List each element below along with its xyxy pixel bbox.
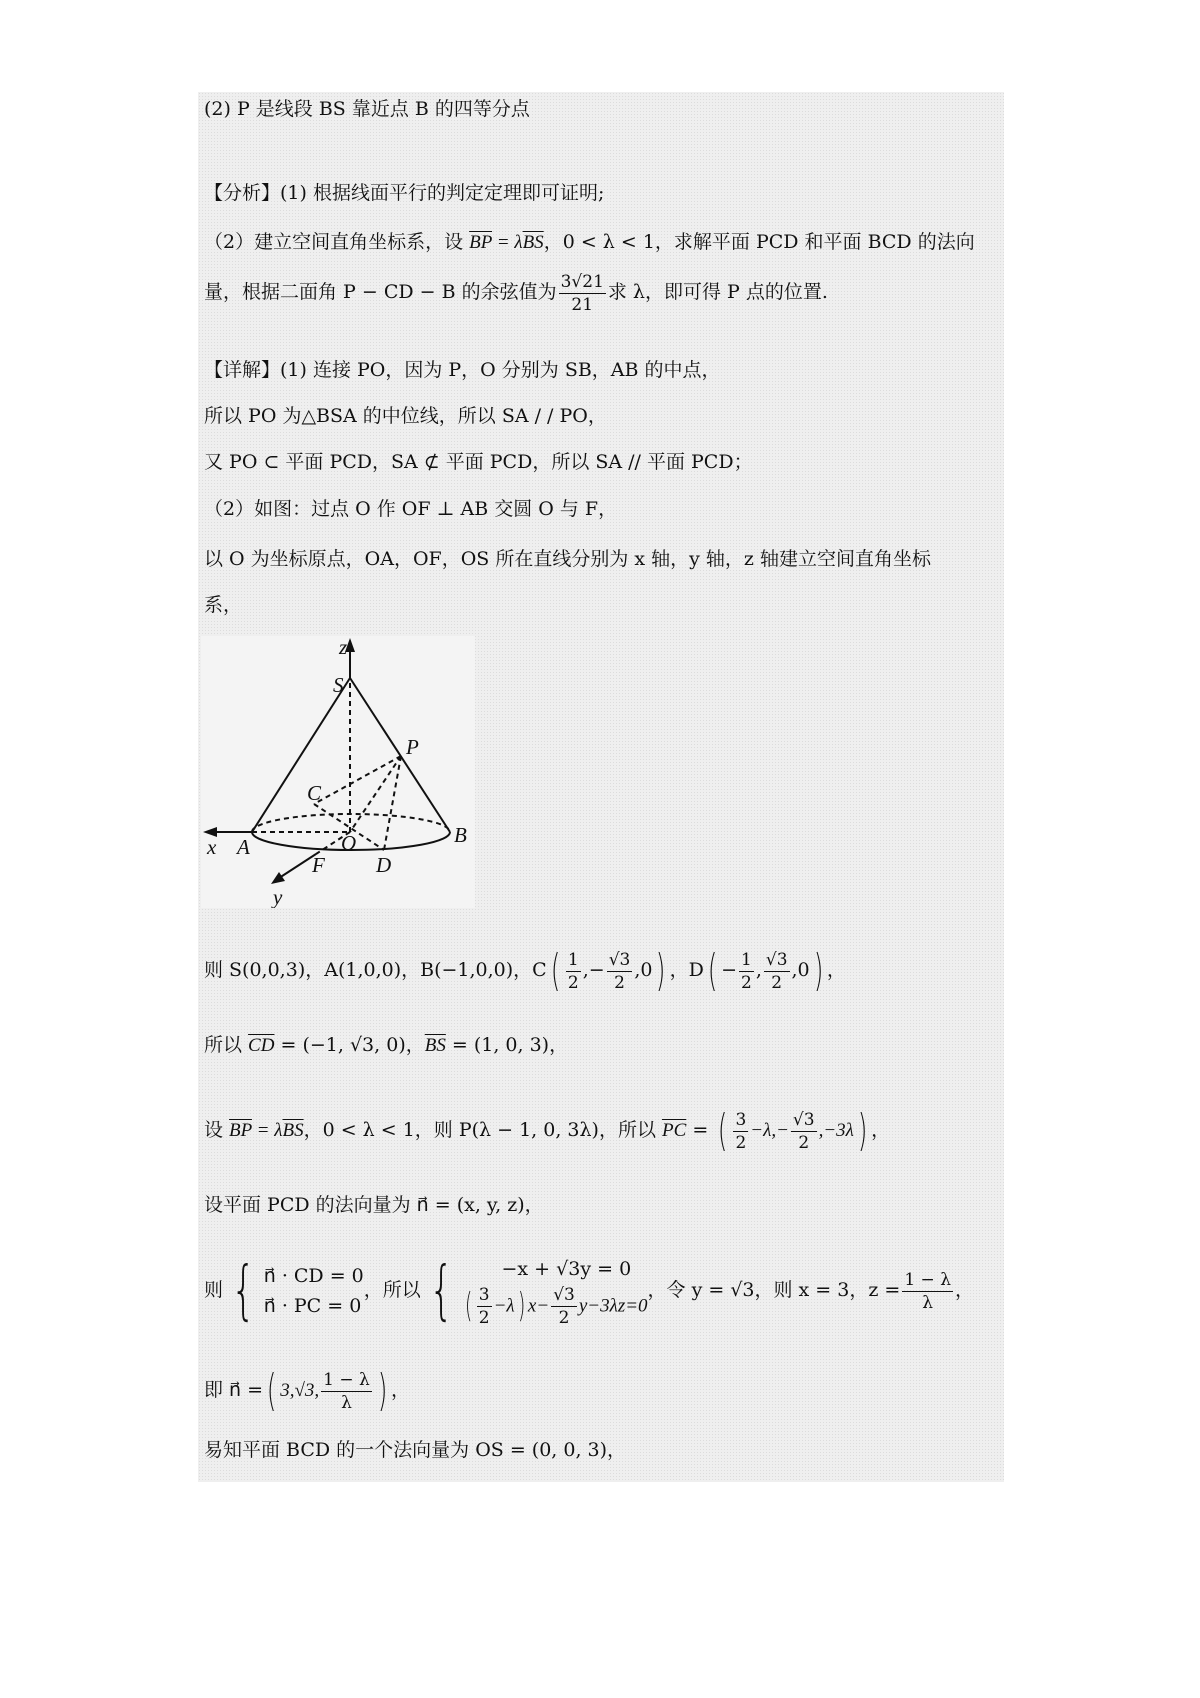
vector-bp: $\overline{BP}$ xyxy=(229,1120,252,1141)
text-span: 求 λ，即可得 P 点的位置. xyxy=(607,281,828,303)
fraction-cosine xyxy=(559,271,606,316)
equation: n⃗ · CD = 0 xyxy=(263,1265,364,1287)
text-line-detail-3: 又 PO ⊂ 平面 PCD，SA ⊄ 平面 PCD，所以 SA // 平面 PCD； xyxy=(204,451,753,473)
denominator: 2 xyxy=(567,972,579,993)
cone-diagram-svg xyxy=(201,636,475,908)
paren: ( xyxy=(707,945,718,996)
fraction xyxy=(551,1284,577,1329)
text-span: ，所以 xyxy=(363,1279,421,1301)
text-line-normal-def: 设平面 PCD 的法向量为 n⃗ = (x, y, z)， xyxy=(204,1194,544,1216)
label-c: C xyxy=(307,781,322,805)
vector-bp: $\overline{BP}$ xyxy=(469,232,493,253)
text-span: （2）建立空间直角坐标系，设 xyxy=(204,231,470,253)
label-a: A xyxy=(237,835,250,859)
brace: { xyxy=(428,1254,454,1328)
text-span: ，0 < λ < 1，则 P(λ − 1, 0, 3λ)，所以 xyxy=(303,1119,663,1141)
paren: ) xyxy=(517,1286,525,1326)
numerator: 3 xyxy=(478,1284,490,1305)
paren: ( xyxy=(718,1105,728,1156)
fraction xyxy=(764,949,790,994)
fraction xyxy=(321,1369,372,1414)
equation: −x + √3y = 0 xyxy=(501,1257,632,1280)
text-line-vectors xyxy=(204,1032,568,1059)
text-line-detail-1: 【详解】(1) 连接 PO，因为 P，O 分别为 SB，AB 的中点， xyxy=(204,359,721,381)
denominator: λ xyxy=(922,1292,934,1313)
text-span: ， xyxy=(871,1119,891,1141)
text-span: ，0 < λ < 1，求解平面 PCD 和平面 BCD 的法向 xyxy=(543,231,975,253)
text-line-detail-2: 所以 PO 为△BSA 的中位线，所以 SA / / PO， xyxy=(204,405,607,427)
vector-bs: $\overline{BS}$ xyxy=(282,1120,304,1141)
paren: ( xyxy=(550,945,561,996)
paren: ) xyxy=(857,1105,868,1156)
label-s: S xyxy=(333,673,344,697)
denominator: 2 xyxy=(478,1307,490,1328)
text-span: ，令 y = √3，则 x = 3，z = xyxy=(647,1279,901,1301)
text-line-analysis-2 xyxy=(204,229,975,256)
label-o: O xyxy=(341,831,357,855)
fraction xyxy=(739,949,754,994)
numerator: 1 − λ xyxy=(323,1369,370,1390)
numerator: √3 xyxy=(792,1109,815,1130)
equation-system-2: −x + √3y = 0 ( $\frac{3}{2}$ −λ) x− $\frac{√3}{2}$ y−3λz=0 xyxy=(462,1254,648,1329)
text-span: 所以 xyxy=(204,1034,249,1056)
text-span: 设 xyxy=(204,1119,230,1141)
text-span: 则 S(0,0,3)，A(1,0,0)，B(−1,0,0)，C xyxy=(204,959,547,981)
fraction xyxy=(733,1109,748,1154)
text-span: 则 xyxy=(204,1279,224,1301)
text-line-point-p: 设 $\overline{BP} = \lambda\overline{BS}$，0 < λ < 1，则 P(λ − 1, 0, 3λ)，所以 $\overline{PC}$ = ( $\frac{3}{2}$ −λ,− $\frac{√3}{2}$ ,−3λ) ， xyxy=(204,1105,891,1156)
numerator: 3√21 xyxy=(560,271,604,292)
denominator: 2 xyxy=(798,1132,810,1153)
denominator: 2 xyxy=(558,1307,570,1328)
text-span: = λ xyxy=(492,232,523,253)
text-line-part2-statement: (2) P 是线段 BS 靠近点 B 的四等分点 xyxy=(204,98,530,120)
text-line-detail-5: 以 O 为坐标原点，OA，OF，OS 所在直线分别为 x 轴，y 轴，z 轴建立空间直角坐标 xyxy=(204,548,931,570)
label-x: x xyxy=(207,835,217,859)
label-y: y xyxy=(273,885,283,908)
fraction xyxy=(791,1109,817,1154)
label-p: P xyxy=(406,735,419,759)
paren: ( xyxy=(266,1365,277,1416)
label-d: D xyxy=(376,853,392,877)
text-line-detail-4: （2）如图：过点 O 作 OF ⊥ AB 交圆 O 与 F， xyxy=(204,498,618,520)
label-f: F xyxy=(312,853,325,877)
numerator: √3 xyxy=(608,949,631,970)
label-z: z xyxy=(339,636,348,659)
denominator: 2 xyxy=(771,972,783,993)
denominator: 2 xyxy=(735,1132,747,1153)
denominator: 2 xyxy=(614,972,625,993)
numerator: 1 − λ xyxy=(904,1269,951,1290)
denominator: 2 xyxy=(740,972,752,993)
numerator: √3 xyxy=(553,1284,575,1305)
text-line-system xyxy=(204,1245,974,1335)
vector-cd: $\overline{CD}$ xyxy=(248,1035,275,1056)
text-line-analysis: 【分析】(1) 根据线面平行的判定定理即可证明; xyxy=(204,182,605,204)
numerator: 1 xyxy=(740,949,752,970)
text-span: ， xyxy=(954,1279,974,1301)
fraction xyxy=(566,949,581,994)
vector-pc: $\overline{PC}$ xyxy=(662,1120,687,1141)
vector-bs: $\overline{BS}$ xyxy=(424,1035,446,1056)
fraction xyxy=(477,1284,492,1329)
fraction xyxy=(607,949,633,994)
paren: ) xyxy=(656,945,666,996)
text-span: 量，根据二面角 P − CD − B 的余弦值为 xyxy=(204,281,557,303)
paren: ) xyxy=(813,945,823,996)
text-span: = λ xyxy=(251,1120,283,1141)
text-line-bcd-normal: 易知平面 BCD 的一个法向量为 OS = (0, 0, 3)， xyxy=(204,1439,627,1461)
equation-system-1 xyxy=(264,1261,364,1321)
fraction xyxy=(902,1269,953,1314)
cone-coordinate-figure xyxy=(201,636,475,908)
denominator: 21 xyxy=(571,294,594,315)
text-line-analysis-3 xyxy=(204,270,828,316)
label-b: B xyxy=(454,823,467,847)
text-span: = (1, 0, 3)， xyxy=(445,1034,569,1056)
text-line-coordinates: 则 S(0,0,3)，A(1,0,0)，B(−1,0,0)，C( $\frac{1}{2}$ ,− $\frac{√3}{2}$ ,0) ，D( − $\frac{1}{2}$ , $\frac{√3}{2}$ ,0) ， xyxy=(204,945,846,996)
denominator: λ xyxy=(341,1392,352,1413)
text-span: ， xyxy=(826,959,846,981)
text-line-detail-6: 系， xyxy=(204,594,243,616)
text-span: = (−1, √3, 0)， xyxy=(274,1034,425,1056)
paren: ) xyxy=(377,1365,388,1416)
equation: n⃗ · PC = 0 xyxy=(263,1295,362,1317)
text-span: 即 n⃗ = xyxy=(204,1379,264,1401)
numerator: 3 xyxy=(735,1109,747,1130)
text-line-normal-result: 即 n⃗ =( 3,√3, $\frac{1 - \lambda}{\lambda}$ ) ， xyxy=(204,1365,410,1416)
text-span: = xyxy=(686,1119,715,1141)
vector-bs: $\overline{BS}$ xyxy=(522,232,544,253)
brace: { xyxy=(231,1254,256,1328)
paren: ( xyxy=(464,1286,472,1326)
text-span: ，D xyxy=(669,959,704,981)
numerator: √3 xyxy=(765,949,788,970)
numerator: 1 xyxy=(567,949,579,970)
text-span: ， xyxy=(390,1379,410,1401)
